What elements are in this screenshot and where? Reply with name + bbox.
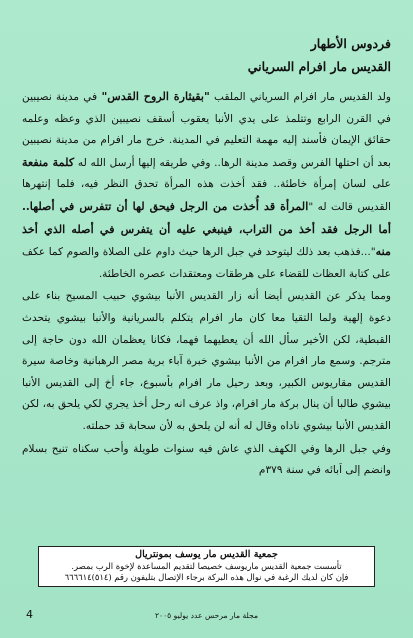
- article-body: [22, 86, 391, 482]
- notice-title: جمعية القديس مار يوسف بمونتريال: [135, 549, 278, 560]
- paragraph-1-part-c: في مدينة نصيبين في القرن الرابع وتتلمذ على يدي الأنبا يعقوب أسقف نصيبين الذي وعظه وعلمه حقائق الإيمان فأسند إليه مهمة التعليم في المدينة. خرج مار افرام من مدينة نصيبين بعد أن احتلها الفرس وقصد مدينة الرها.. وفي طريقه إليها أرسل الله له: [22, 91, 391, 169]
- issue-line: مجلة مار مرحس عدد يوليو ٢٠٠٥: [154, 611, 259, 620]
- page-footer: [22, 608, 391, 624]
- paragraph-2: ومما يذكر عن القديس أيضا أنه زار القديس الأنبا بيشوي حبيب المسيح بناء على دعوة إلهية ولما التقيا معا كان مار افرام يتكلم بالسريانية والأنبا بيشوي يتحدث القبطية، لكن الأخير سأل الله أن يعطيهما فهما، فكانا يعظمان الله دون حاجة إلى مترجم. وسمع مار افرام من الأنبا بيشوي خبرة آباء برية مصر الرهبانية وخاصة سيرة القديس مقاريوس الكبير، وبعد رحيل مار افرام بأسبوع، جاء أخ إلى القديس الأنبا بيشوي طالبا أن ينال بركة مار افرام، واذ عرف انه رحل أخذ يجري لكي يلحق به، لكن القديس الأنبا بيشوي ناداه وقال له أنه لن يلحق به لأن سحابة قد حملته.: [22, 290, 391, 432]
- association-notice-box: [38, 546, 375, 587]
- paragraph-3: وفي جبل الرها وفي الكهف الذي عاش فيه سنوات طويلة وأحب سكناه تنيح بسلام وانضم إلى اَبائه في سنة ٣٧٩م: [22, 442, 391, 477]
- woman-quote: المرأة قد أُخذت من الرجل فيحق لها أن تتفرس في أصلها.. أما الرجل فقد أخذ من التراب، فينبغي عليه أن يتفرس في أصله الذي أخذ منه: [22, 198, 391, 259]
- paragraph-1: [22, 86, 391, 285]
- paragraph-1-part-e: على لسان إمرأة خاطئة.. فقد أخذت هذه المرأة تحدق النظر فيه، فلما إنتهرها القديس قالت له ": [22, 178, 391, 213]
- notice-line-1: تأسست جمعية القديس ماريوسف خصيصا لتقديم المساعدة لإخوة الرب بمصر.: [71, 561, 342, 571]
- nickname-quote: "بقيثارة الروح القدس": [101, 89, 210, 103]
- section-heading: فردوس الأطهار: [310, 36, 391, 51]
- paragraph-1-part-g: "...فذهب بعد ذلك ليتوحد في جبل الرها حيث داوم على الصلاة والصوم كما عكف على كتابة العظات للقضاء على هرطقات ومعتقدات عصره الخاطئة.: [22, 246, 391, 280]
- paragraph-1-part-a: ولد القديس مار افرام السرياني الملقب: [209, 91, 391, 103]
- page-title: القديس مار افرام السرياني: [247, 59, 391, 74]
- word-of-benefit: كلمة منفعة: [22, 154, 75, 169]
- notice-line-2: فإن كان لديك الرغبة في نوال هذه البركة برجاء الإتصال بتليفون رقم (٥١٤)٦٦٦٦١٤: [64, 572, 349, 582]
- page-number: 4: [26, 608, 33, 621]
